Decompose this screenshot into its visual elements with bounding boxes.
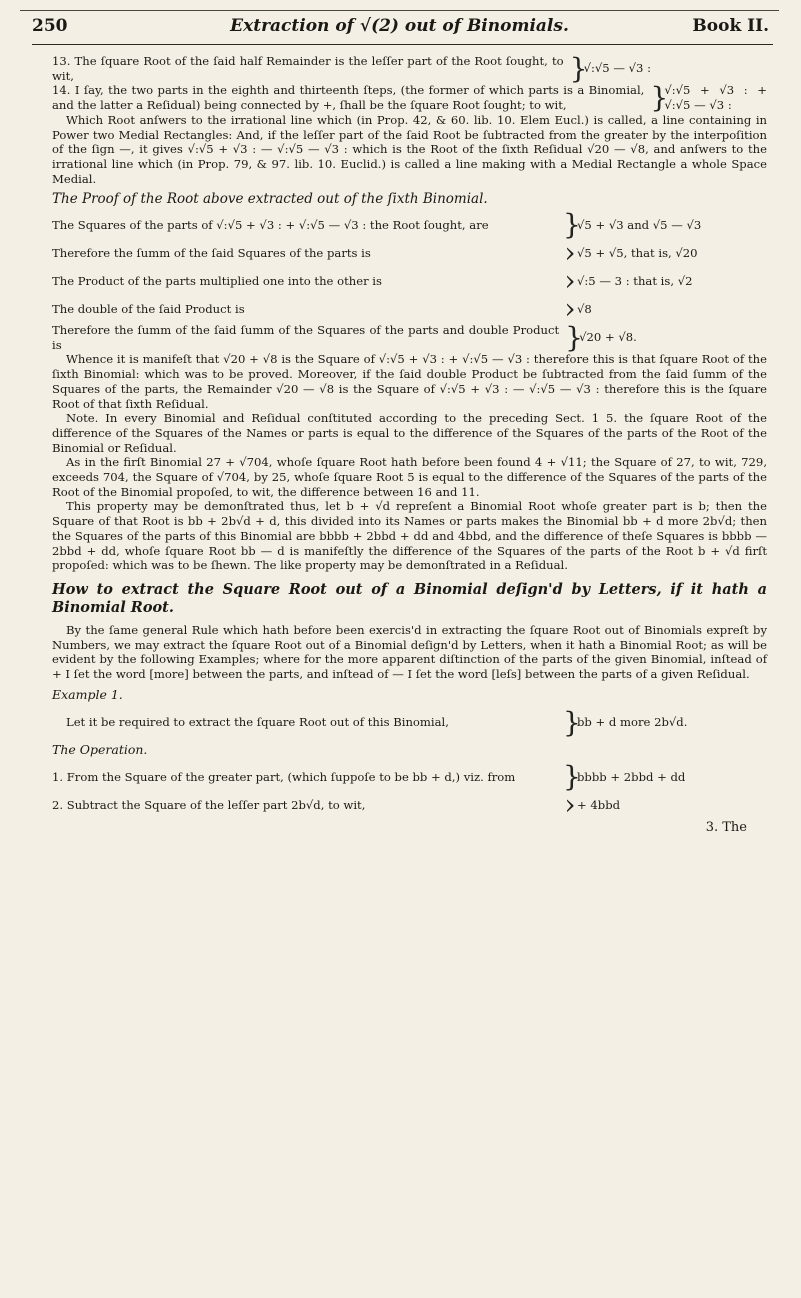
page-body xyxy=(52,51,767,836)
proof-product-result: √:5 — 3 : that is, √2 xyxy=(577,273,693,288)
proof-double-text: The double of the ſaid Product is xyxy=(52,301,245,316)
brace-icon: › xyxy=(564,236,576,270)
proof-squares-text: The Squares of the parts of √:√5 + √3 : + √:√5 — √3 : the Root ſought, are xyxy=(52,217,489,232)
operation-step-2-result: + 4bbd xyxy=(577,797,621,812)
paragraph-as: As in the firſt Binomial 27 + √704, whoſe ſquare Root hath before been found 4 + √11; the Square of 27, to wit, 729, exceeds 704, the Square of √704, by 25, whoſe ſquare Root 5 is equal to the difference of the Squares of the parts of the Root of the Binomial propoſed, to wit, the difference between 16 and 11. xyxy=(52,455,767,499)
proof-total-result: √20 + √8. xyxy=(579,330,637,345)
page-header xyxy=(20,16,779,42)
book-label: Book II. xyxy=(692,16,769,36)
operation-step-2 xyxy=(52,788,767,822)
step-14-result: √:√5 + √3 : + √:√5 — √3 : xyxy=(664,83,767,113)
step-14 xyxy=(52,81,767,115)
running-title: Extraction of √(2) out of Binomials. xyxy=(230,16,569,36)
proof-double-result: √8 xyxy=(577,301,592,316)
brace-icon: } xyxy=(569,51,588,85)
step-13-result: √:√5 — √3 : xyxy=(583,61,651,76)
operation-step-1 xyxy=(52,760,767,794)
proof-squares xyxy=(52,208,767,242)
brace-icon: } xyxy=(563,705,581,739)
example-statement-text: Let it be required to extract the ſquare Root out of this Binomial, xyxy=(66,715,449,730)
proof-total-text: Therefore the ſumm of the ſaid ſumm of the Squares of the parts and double Product is xyxy=(52,323,560,352)
brace-icon: › xyxy=(564,292,576,326)
example-heading: Example 1. xyxy=(52,686,123,702)
operation-heading: The Operation. xyxy=(52,741,148,757)
proof-squares-result: √5 + √3 and √5 — √3 xyxy=(577,217,702,232)
brace-icon: } xyxy=(563,208,581,242)
brace-icon: › xyxy=(564,788,576,822)
proof-product-text: The Product of the parts multiplied one into the other is xyxy=(52,273,382,288)
page-number: 250 xyxy=(32,16,68,36)
paragraph-property: This property may be demonſtrated thus, let b + √d repreſent a Binomial Root whoſe greater part is b; then the Square of that Root is bb + 2b√d + d, this divided into its Names or parts makes the Binomial bb + d more 2b√d; then the Squares of the parts of this Binomial are bbbb + 2bbd + dd and 4bbd, and the difference of theſe Squares is bbbb — 2bbd + dd, whoſe ſquare Root bb — d is manifeſtly the difference of the Squares of the parts of the Root b + √d firſt propoſed: which was to be ſhewn. The like property may be demonſtrated in a Reſidual. xyxy=(52,499,767,573)
section-heading: How to extract the Square Root out of a Binomial deſign'd by Letters, if it hath a Binomial Root. xyxy=(52,580,767,616)
paragraph-whence: Whence it is manifeſt that √20 + √8 is the Square of √:√5 + √3 : + √:√5 — √3 : therefore this is that ſquare Root of the ſixth Binomial: which was to be proved. Moreover, if the ſaid double Product be ſubtracted from the ſaid ſumm of the Squares of the parts, the Remainder √20 — √8 is the Square of √:√5 + √3 : — √:√5 — √3 : therefore this is the ſquare Root of that ſixth Reſidual. xyxy=(52,352,767,411)
step-14-text: 14. I ſay, the two parts in the eighth and thirteenth ſteps, (the former of which parts is a Binomial, and the latter a Reſidual) being connected by +, ſhall be the ſquare Root ſought; to wit, xyxy=(52,83,645,113)
paragraph-which-root: Which Root anſwers to the irrational line which (in Prop. 42, & 60. lib. 10. Elem Eucl.) is called, a line containing in Power two Medial Rectangles: And, if the leſſer part of the ſaid Root be ſubtracted from the greater by the interpoſition of the ſign —, it gives √:√5 + √3 : — √:√5 — √3 : which is the Root of the ſixth Reſidual √20 — √8, and anſwers to the irrational line which (in Prop. 79, & 97. lib. 10. Euclid.) is called a line making with a Medial Rectangle a whole Space Medial. xyxy=(52,112,767,186)
catchword: 3. The xyxy=(705,820,747,836)
brace-icon: } xyxy=(563,760,581,794)
proof-heading: The Proof of the Root above extracted out of the ſixth Binomial. xyxy=(52,191,488,208)
operation-step-2-text: 2. Subtract the Square of the leſſer part 2b√d, to wit, xyxy=(52,797,366,812)
brace-icon: › xyxy=(564,264,576,298)
example-statement xyxy=(52,705,767,739)
step-13-text: 13. The ſquare Root of the ſaid half Remainder is the leſſer part of the Root ſought, to wit, xyxy=(52,54,564,83)
header-rule xyxy=(32,44,773,45)
brace-icon: } xyxy=(565,320,583,354)
step-13 xyxy=(52,51,767,85)
brace-icon: } xyxy=(650,81,669,115)
proof-total xyxy=(52,320,767,354)
proof-product xyxy=(52,264,767,298)
example-statement-result: bb + d more 2b√d. xyxy=(577,715,688,730)
operation-step-1-result: bbbb + 2bbd + dd xyxy=(577,769,686,784)
proof-sum xyxy=(52,236,767,270)
paragraph-by-rule: By the ſame general Rule which hath before been exercis'd in extracting the ſquare Root out of Binomials expreſt by Numbers, we may extract the ſquare Root out of a Binomial deſign'd by Letters, when it hath a Binomial Root; as will be evident by the following Examples; where for the more apparent diſtinction of the parts of the given Binomial, inſtead of + I ſet the word [more] between the parts, and inſtead of — I ſet the word [leſs] between the parts of a given Reſidual. xyxy=(52,622,767,682)
paragraph-note: Note. In every Binomial and Reſidual conſtituted according to the preceding Sect. 1 5. the ſquare Root of the difference of the Squares of the Names or parts is equal to the difference of the Squares of the parts of the Root of the Binomial or Reſidual. xyxy=(52,411,767,455)
operation-step-1-text: 1. From the Square of the greater part, (which ſuppoſe to be bb + d,) viz. from xyxy=(52,769,516,784)
proof-sum-result: √5 + √5, that is, √20 xyxy=(577,245,698,260)
proof-double xyxy=(52,292,767,326)
proof-sum-text: Therefore the ſumm of the ſaid Squares of the parts is xyxy=(52,245,371,260)
